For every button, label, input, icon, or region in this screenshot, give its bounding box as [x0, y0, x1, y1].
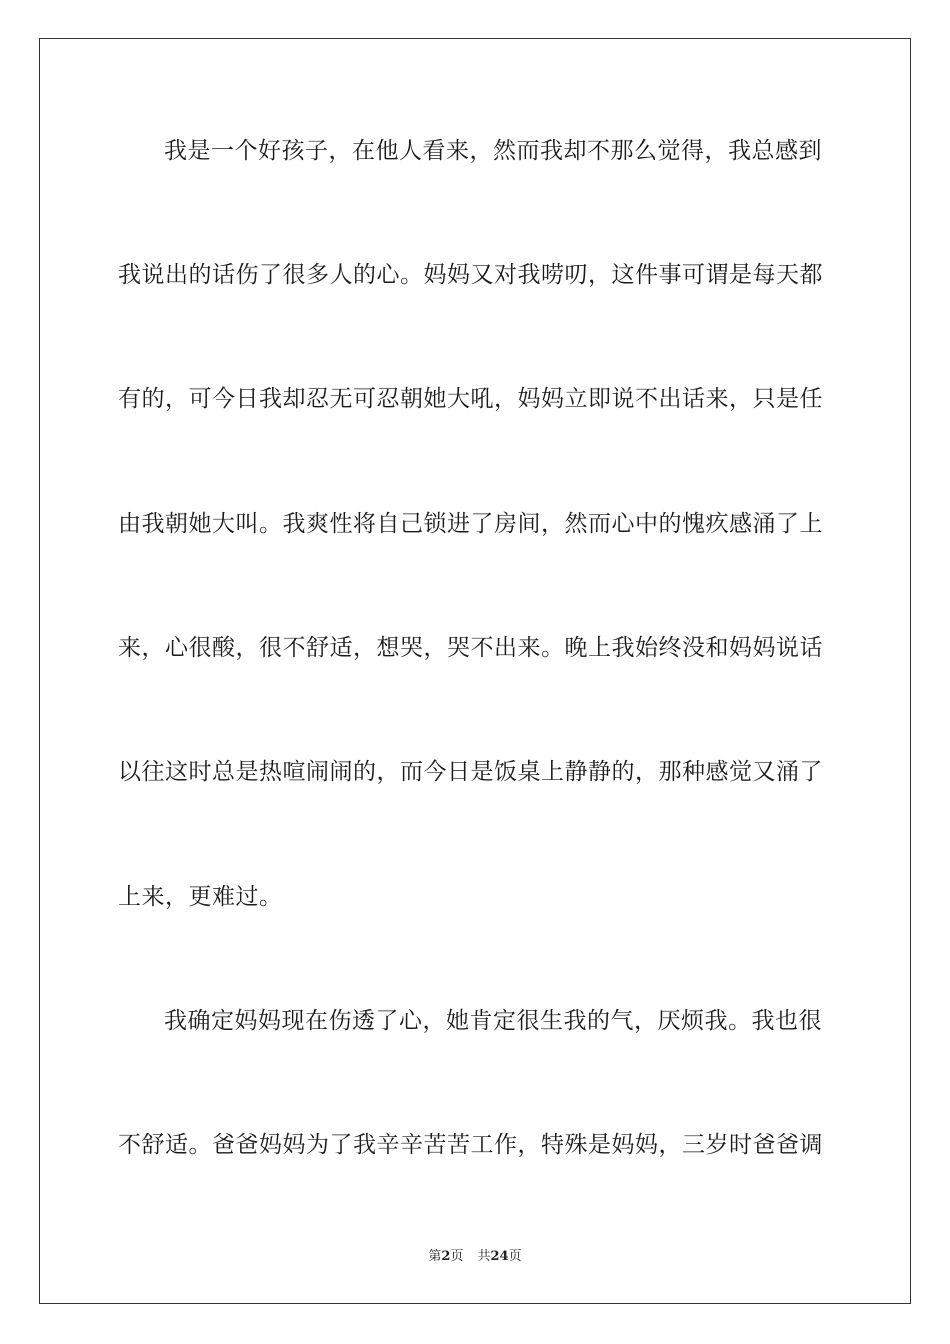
paragraph-2-line-1: 我确定妈妈现在伤透了心，她肯定很生我的气，厌烦我。我也很 — [164, 1008, 822, 1034]
page-label-suffix: 页 — [450, 1249, 464, 1264]
page-number: 2 — [441, 1249, 451, 1264]
page-footer — [0, 1246, 950, 1268]
paragraph-2-line-2: 不舒适。爸爸妈妈为了我辛辛苦苦工作，特殊是妈妈，三岁时爸爸调 — [118, 1132, 823, 1158]
paragraph-1-line-3: 有的，可今日我却忍无可忍朝她大吼，妈妈立即说不出话来，只是任 — [118, 386, 823, 412]
paragraph-1-line-7: 上来，更难过。 — [118, 884, 283, 910]
paragraph-1-line-1: 我是一个好孩子，在他人看来，然而我却不那么觉得，我总感到 — [164, 138, 822, 164]
total-pages: 24 — [490, 1249, 509, 1264]
paragraph-1-line-2: 我说出的话伤了很多人的心。妈妈又对我唠叨，这件事可谓是每天都 — [118, 262, 823, 288]
paragraph-1-line-6: 以往这时总是热喧闹闹的，而今日是饭桌上静静的，那种感觉又涌了 — [118, 759, 823, 785]
page-border — [39, 38, 911, 1304]
paragraph-1-line-5: 来，心很酸，很不舒适，想哭，哭不出来。晚上我始终没和妈妈说话 — [118, 635, 823, 661]
total-label-prefix: 共 — [477, 1249, 491, 1264]
paragraph-1-line-4: 由我朝她大叫。我爽性将自己锁进了房间，然而心中的愧疚感涌了上 — [118, 511, 823, 537]
total-label-suffix: 页 — [508, 1249, 522, 1264]
page-label-prefix: 第 — [428, 1249, 442, 1264]
